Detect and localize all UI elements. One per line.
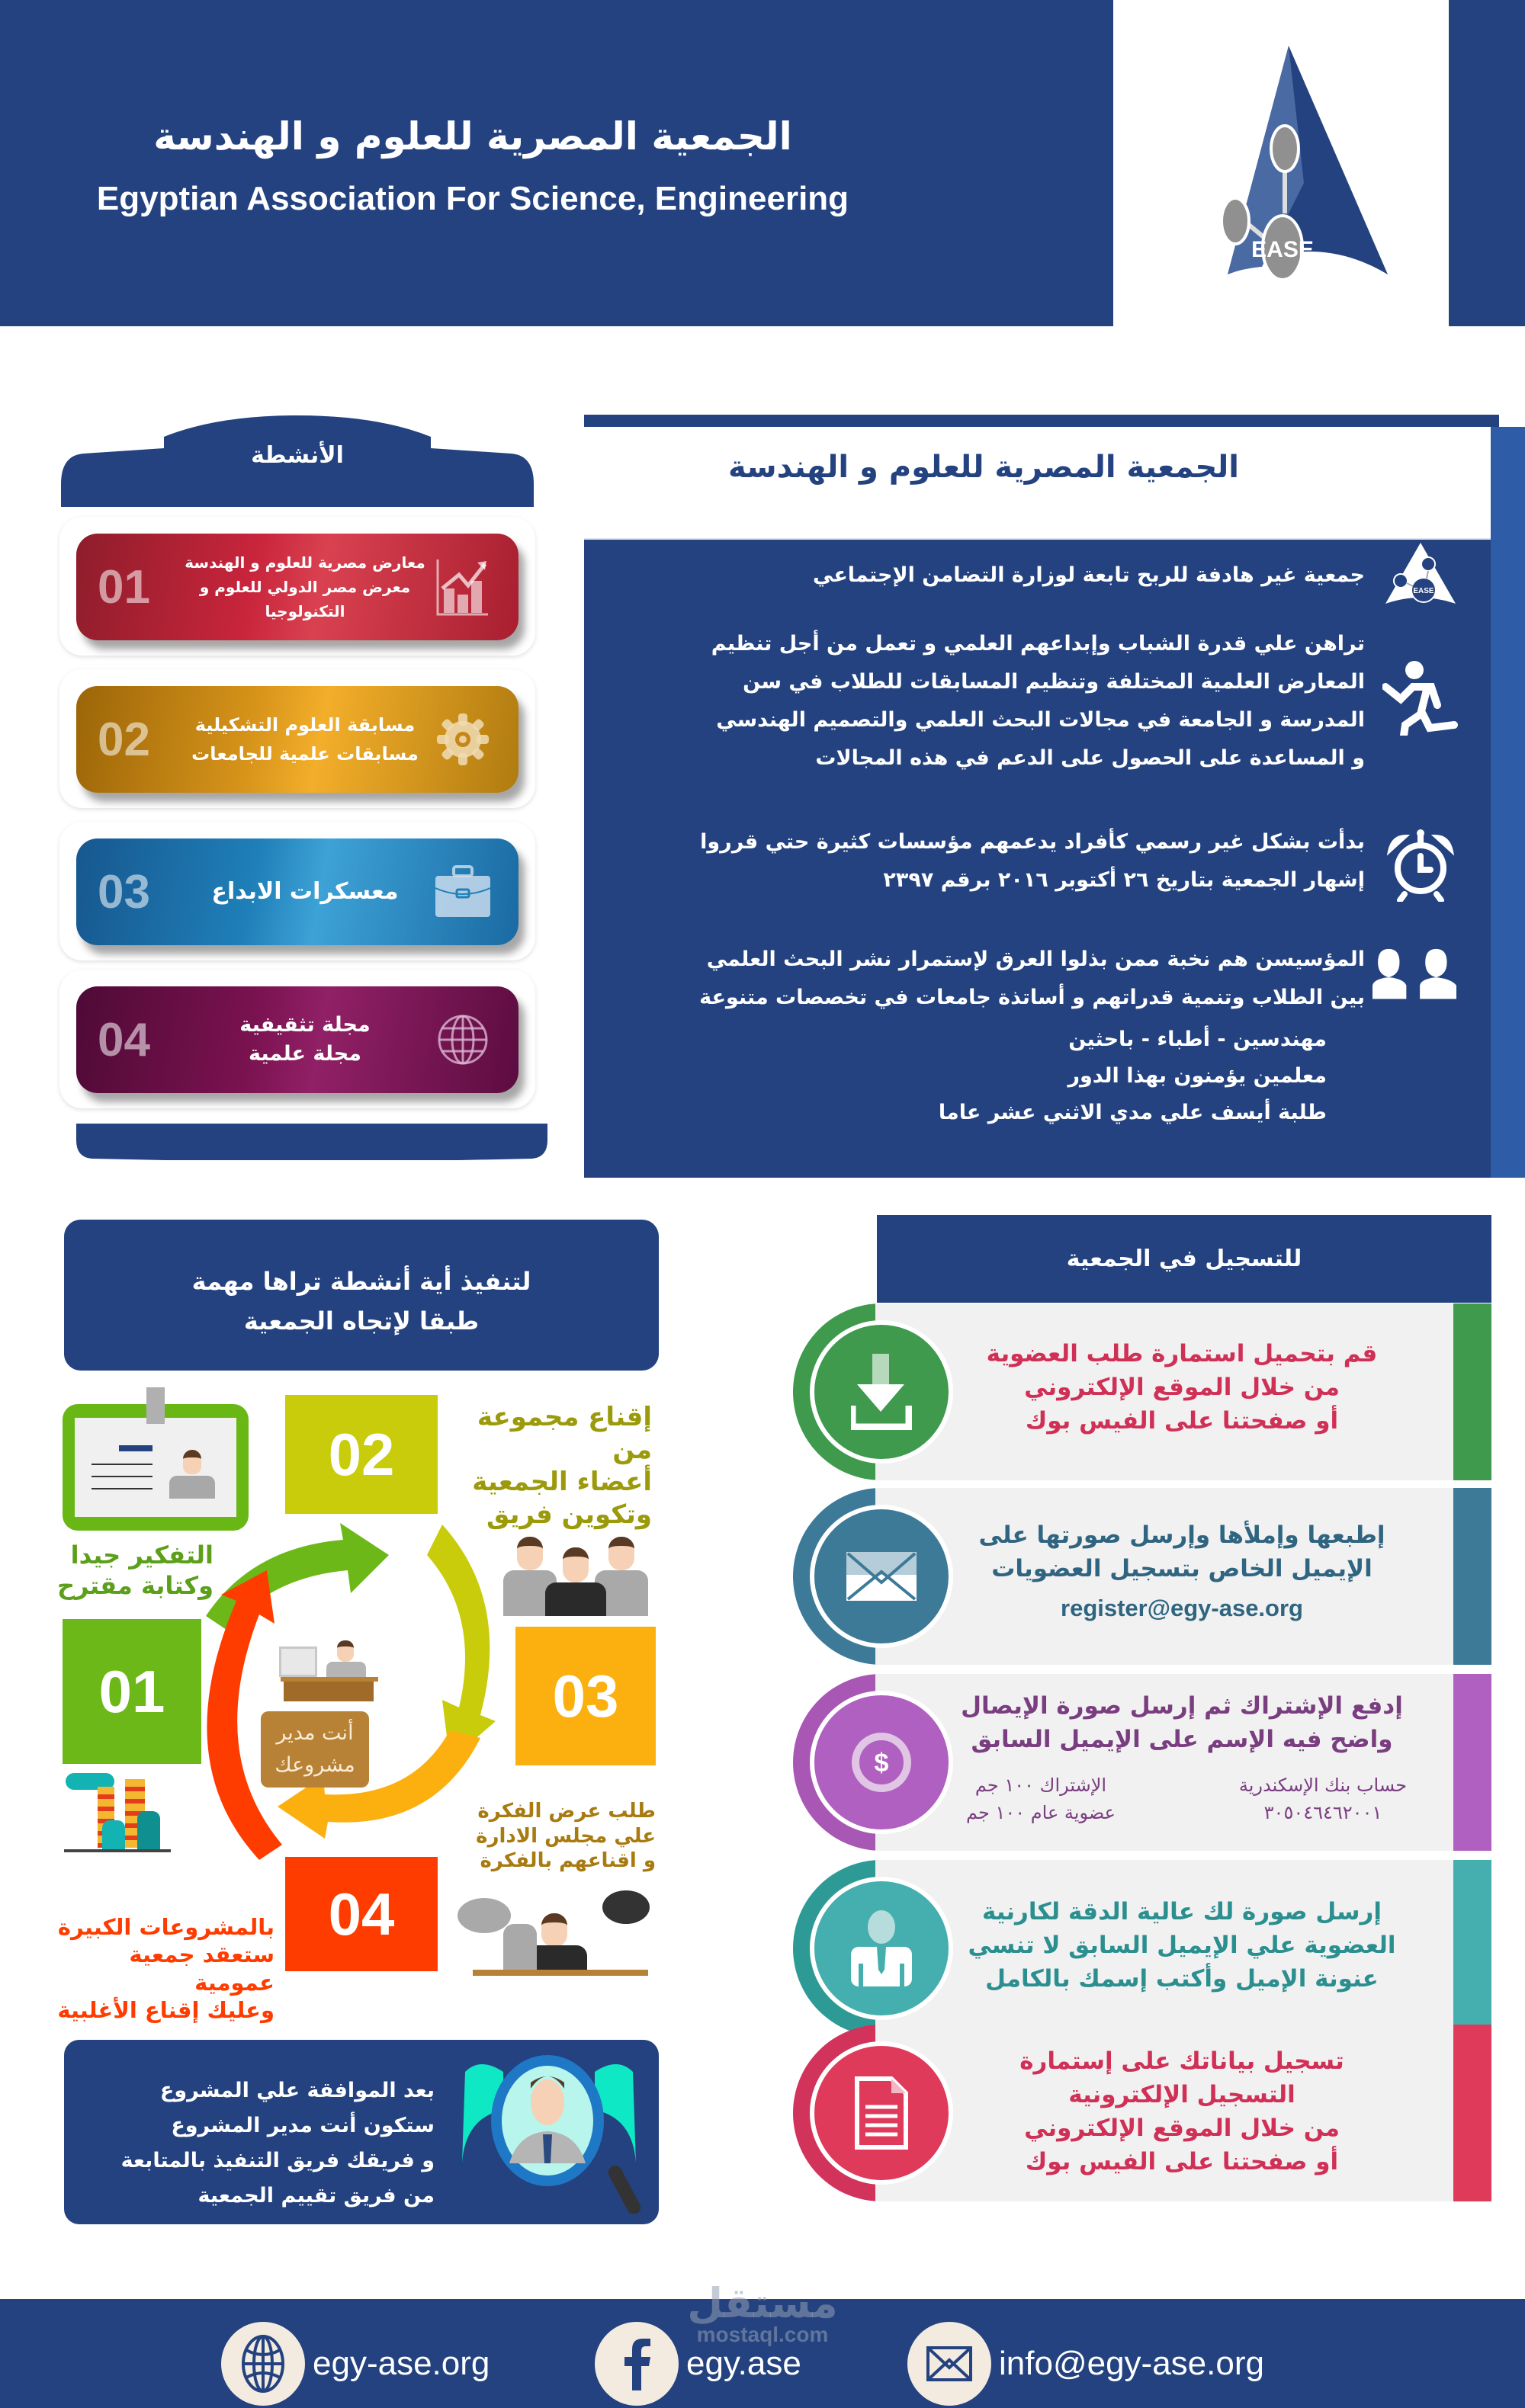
meeting-icon (458, 1890, 656, 1990)
briefcase-icon (429, 858, 497, 926)
step-line: إدفع الإشتراك ثم إرسل صورة الإيصال (961, 1692, 1403, 1720)
about-line: المدرسة و الجامعة في مجالات البحث العلمي والتصميم الهندسي (716, 708, 1365, 732)
manager-desk-icon (279, 1640, 378, 1695)
about-line: المؤسيسن هم نخبة ممن بذلوا العرق لإستمرار نشر البحث العلمي (706, 947, 1365, 971)
registration-step (793, 1674, 1491, 1851)
step-line: أو صفحتنا على الفيس بوك (1025, 1407, 1339, 1435)
ease-logo-icon (1379, 534, 1462, 617)
fee-info (946, 1772, 1136, 1826)
globe-icon (221, 2322, 305, 2406)
about-subline: طلبة أيسف علي مدي الاثني عشر عاما (938, 1101, 1327, 1124)
step-line: إقناع مجموعة من (477, 1402, 652, 1465)
step-line: أعضاء الجمعية (472, 1467, 652, 1497)
about-subline: مهندسين - أطباء - باحثين (1068, 1028, 1327, 1051)
bank-label: حساب بنك الإسكندرية (1238, 1775, 1408, 1796)
center-line: مشروعك (274, 1753, 355, 1777)
step-line: تسجيل بياناتك على إستمارة (1019, 2047, 1344, 2075)
website-link[interactable]: egy-ase.org (313, 2345, 490, 2382)
facebook-link[interactable]: egy.ase (686, 2345, 801, 2382)
footer-website[interactable] (221, 2322, 490, 2406)
step-bar (1453, 1860, 1491, 2037)
registration-step (793, 2025, 1491, 2201)
step-line: واضح فيه الإسم على الإيميل السابق (971, 1726, 1393, 1753)
activity-card[interactable] (76, 686, 518, 793)
step-line: التسجيل الإلكترونية (1068, 2081, 1295, 2108)
factory-icon (64, 1773, 171, 1857)
activity-number: 02 (98, 713, 150, 766)
step-02-text (438, 1401, 652, 1531)
step-line: علي مجلس الادارة (476, 1824, 656, 1848)
step-line: العضوية علي الإيميل السابق لا تنسي (968, 1932, 1396, 1959)
step-line: الإيميل الخاص بتسجيل العضويات (991, 1555, 1372, 1582)
registration-step (793, 1488, 1491, 1665)
step-line: و اقناعهم بالفكرة (480, 1849, 656, 1872)
bank-info (1228, 1772, 1418, 1826)
step-line: التفكير جيدا (70, 1541, 214, 1570)
about-paragraph (587, 823, 1365, 899)
step-bar (1453, 1488, 1491, 1665)
activity-line: مسابقة العلوم التشكيلية (194, 713, 416, 736)
step-line: من خلال الموقع الإلكتروني (1024, 2115, 1340, 2142)
approval-line: بعد الموافقة علي المشروع (159, 2079, 435, 2102)
svg-text:$: $ (874, 1749, 889, 1778)
step-04-text (46, 1913, 274, 2024)
step-box-04: 04 (285, 1857, 438, 1971)
approval-line: و فريقك فريق التنفيذ بالمتابعة (120, 2149, 435, 2172)
registration-step (793, 1860, 1491, 2037)
step-text (915, 1895, 1449, 1996)
about-line: بين الطلاب وتنمية قدراتهم و أساتذة جامعات في تخصصات متنوعة (699, 986, 1365, 1009)
step-line: وعليك إقناع الأغلبية (57, 1996, 274, 2023)
approval-line: ستكون أنت مدير المشروع (171, 2114, 435, 2137)
activity-number: 03 (98, 865, 150, 919)
magnifier-candidate-icon (458, 2049, 640, 2214)
svg-text:EASE: EASE (1413, 587, 1434, 595)
arrow-to-step-03 (427, 1525, 496, 1761)
activity-card[interactable] (76, 986, 518, 1093)
about-side-bar (1491, 427, 1525, 1178)
about-text: جمعية غير هادفة للربح تابعة لوزارة التضامن الإجتماعي (813, 563, 1365, 587)
activity-line: مجلة علمية (249, 1042, 361, 1066)
activity-line: معسكرات الابداع (211, 878, 399, 905)
project-title-line: لتنفيذ أية أنشطة تراها مهمة (191, 1267, 531, 1296)
header-title-english: Egyptian Association For Science, Engineering (96, 180, 849, 217)
step-text (915, 1337, 1449, 1438)
gear-icon (429, 705, 497, 774)
globe-icon (429, 1005, 497, 1074)
watermark (663, 2279, 862, 2347)
registration-step (793, 1303, 1491, 1480)
header-side-band (1449, 0, 1525, 326)
team-icon (496, 1532, 656, 1616)
activities-title: الأنشطة (251, 442, 344, 469)
step-01-text (46, 1540, 214, 1601)
about-paragraph (587, 941, 1365, 1017)
people-icon (1372, 930, 1456, 1014)
step-bar (1453, 1674, 1491, 1851)
about-title: الجمعية المصرية للعلوم و الهندسة (727, 450, 1240, 485)
about-top-bar (584, 415, 1499, 427)
registration-email-link[interactable]: register@egy-ase.org (1061, 1595, 1303, 1621)
about-line: المعارض العلمية المختلفة وتنظيم المسابقات للطلاب في سن (743, 670, 1365, 694)
step-line: قم بتحميل استمارة طلب العضوية (986, 1340, 1378, 1368)
chart-growth-icon (429, 553, 497, 621)
activity-card[interactable] (76, 534, 518, 640)
step-line: إرسل صورة لك عالية الدقة لكارنية (981, 1898, 1382, 1925)
about-sublist (793, 1021, 1327, 1131)
step-line: من خلال الموقع الإلكتروني (1024, 1374, 1340, 1401)
step-line: ستعقد جمعية عمومية (129, 1941, 274, 1996)
about-subline: معلمين يؤمنون بهذا الدور (1068, 1064, 1327, 1088)
activity-line: معارض مصرية للعلوم و الهندسة (185, 553, 425, 572)
activity-number: 04 (98, 1013, 150, 1066)
footer-email[interactable] (907, 2322, 1264, 2406)
approval-line: من فريق تقييم الجمعية (197, 2184, 435, 2208)
step-line: طلب عرض الفكرة (477, 1800, 656, 1823)
registration-title: للتسجيل في الجمعية (1066, 1246, 1302, 1272)
step-line: أو صفحتنا على الفيس بوك (1025, 2148, 1339, 2176)
step-bar (1453, 2025, 1491, 2201)
watermark-english: mostaql.com (696, 2323, 829, 2346)
bank-account: ٣٠٥٠٤٦٤٦٢٠٠١ (1263, 1802, 1382, 1823)
step-box-02: 02 (285, 1395, 438, 1514)
center-line: أنت مدير (276, 1721, 354, 1745)
step-text (915, 2044, 1449, 2179)
fee-line: الإشتراك ١٠٠ جم (974, 1775, 1107, 1796)
step-line: وكتابة مقترح (56, 1571, 214, 1600)
project-title (64, 1262, 659, 1341)
activity-line: معرض مصر الدولي للعلوم و التكنولوجيا (199, 578, 411, 620)
logo-text: EASE (1251, 237, 1314, 262)
activities-footer-tab (76, 1117, 547, 1160)
step-03-text (473, 1799, 656, 1874)
about-line: بدأت بشكل غير رسمي كأفراد يدعمهم مؤسسات كثيرة حتي قرروا (700, 830, 1365, 854)
running-person-icon (1379, 656, 1462, 739)
approval-text (69, 2073, 435, 2214)
about-line: و المساعدة على الحصول على الدعم في هذه المجالات (815, 746, 1365, 770)
project-title-line: طبقا لإتجاه الجمعية (243, 1307, 480, 1335)
step-box-03: 03 (515, 1627, 656, 1765)
activity-number: 01 (98, 560, 150, 614)
step-line: بالمشروعات الكبيرة (57, 1914, 274, 1940)
header-banner (0, 0, 1113, 326)
email-link[interactable]: info@egy-ase.org (999, 2345, 1264, 2382)
step-line: عنونة الإميل وأكتب إسمك بالكامل (985, 1965, 1379, 1993)
alarm-clock-icon (1379, 823, 1462, 907)
envelope-icon (907, 2322, 991, 2406)
step-text (915, 1518, 1449, 1625)
about-paragraph (587, 625, 1365, 778)
step-line: إطبعها وإملأها وإرسل صورتها على (978, 1521, 1385, 1549)
about-line: تراهن علي قدرة الشباب وإبداعهم العلمي و تعمل من أجل تنظيم (711, 632, 1365, 656)
about-line: إشهار الجمعية بتاريخ ٢٦ أكتوبر ٢٠١٦ برقم ٢٣٩٧ (883, 868, 1365, 892)
watermark-arabic: مستقل (687, 2279, 838, 2327)
header-title-arabic: الجمعية المصرية للعلوم و الهندسة (153, 114, 792, 159)
ease-logo-icon (1113, 30, 1449, 305)
activity-card[interactable] (76, 838, 518, 945)
step-box-01: 01 (63, 1619, 201, 1764)
step-bar (1453, 1303, 1491, 1480)
activity-line: مجلة تثقيفية (239, 1013, 371, 1037)
step-line: وتكوين فريق (486, 1499, 652, 1530)
fee-line: عضوية عام ١٠٠ جم (966, 1802, 1116, 1823)
step-text (915, 1689, 1449, 1756)
project-manager-card (261, 1711, 369, 1788)
activity-line: مسابقات علمية للجامعات (191, 743, 419, 765)
